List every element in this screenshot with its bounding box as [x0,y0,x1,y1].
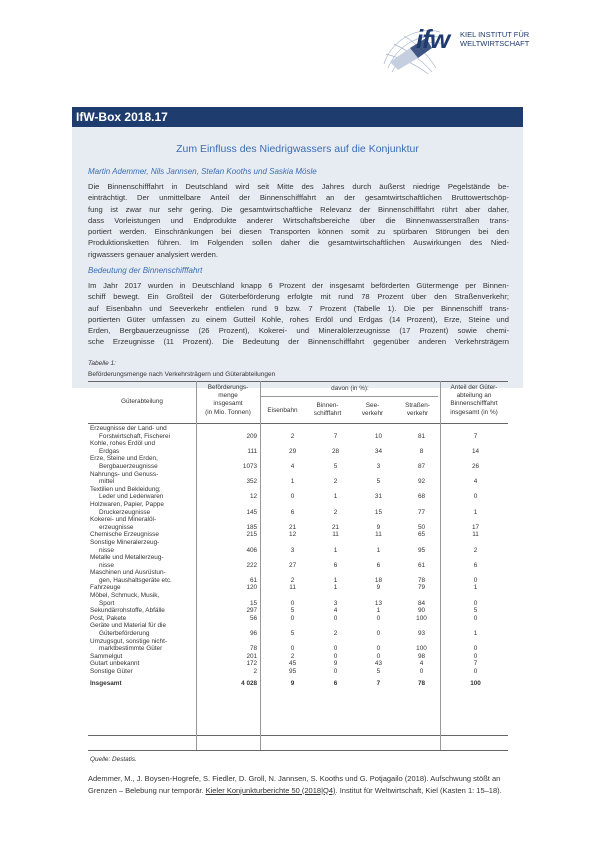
cell-c4: 11 [375,531,382,539]
cell-c5: 8 [419,447,424,455]
row-label [88,622,196,637]
header-sea-line: See- [365,402,380,409]
cell-c4: 34 [374,447,382,455]
cell-c3: 11 [332,531,339,539]
cell-c3: 6 [333,561,338,569]
cell-c5: 4 [419,660,424,668]
box-title: Zum Einfluss des Niedrigwassers auf die Konjunktur [176,143,419,155]
cell-c1: 222 [246,561,258,569]
header-inland-line: Binnen- [316,402,339,409]
table-rule-header [88,423,508,424]
cell-c5: 77 [417,508,426,516]
cell-c6: 0 [473,493,478,501]
row-label-line: Bergbauerzeugnisse [99,462,158,470]
row-label-line: Nahrungs- und Genuss- [90,470,159,478]
freight-table [88,425,508,687]
body-line: auf Eisenbahn und Seeverkehr entfielen rund 9 bzw. 7 Prozent (Tabelle 1). Die per Binnenschiff trans- [88,303,509,313]
row-label [88,539,196,554]
body-line: Erden, Bergbauerzeugnisse (26 Prozent), Kokerei- und Mineralölerzeugnisse (17 Prozent) sowie chemi- [88,326,509,336]
row-label [88,501,196,516]
cell-c6: 2 [473,546,478,554]
cell-c3: 1 [333,576,338,584]
header-davon: davon (in %): [331,385,369,392]
cell-c6: 100 [470,679,481,687]
cell-c2: 2 [290,652,295,660]
cell-c2: 1 [290,478,295,486]
header-road-line: verkehr [406,410,429,418]
footnote [88,773,523,796]
cell-c3: 0 [333,652,338,660]
cell-c3: 2 [333,478,338,486]
body-line: portierten Güter umfassen zu einem Gutteil Kohle, rohes Erdöl und Erdgas (14 Prozent), Erze, Steine und [88,314,509,324]
header-total-line: menge [218,392,238,400]
cell-c5: 65 [417,531,426,539]
cell-c2: 0 [290,645,295,653]
table-row [88,455,508,470]
cell-c6: 1 [473,508,478,516]
box-header [72,107,523,127]
cell-c5: 84 [417,599,426,607]
intro-line: fung ist zwar nur sehr gering. Die gesamtwirtschaftliche Relevanz der Binnenschifffahrt rührt aber daher, [88,204,509,214]
row-label [88,607,196,615]
row-label-line: Sekundärrohstoffe, Abfälle [90,607,165,615]
intro-line: einträchtigt. Der unmittelbare Anteil der Binnenschifffahrt an der gesamtwirtschaftlichen Bruttowertschöp- [88,193,509,203]
ifw-logo [380,18,550,76]
cell-c4: 18 [374,576,382,584]
row-label [88,592,196,607]
cell-c2: 95 [289,668,297,675]
table-row [88,471,508,486]
header-share-line: Binnenschifffahrt [450,400,498,408]
cell-c4: 3 [376,462,381,470]
row-label-line: Erdgas [99,447,120,455]
header-share-line: abteilung an [456,392,492,400]
cell-c5: 93 [417,630,426,638]
intro-line: dass Vorleistungen und Endprodukte anderer Wirtschaftsbereiche über die Binnenwasserstraßen trans- [88,215,509,225]
cell-c6: 11 [472,531,479,539]
cell-c2: 12 [289,531,297,539]
table-rule-total [88,735,508,736]
cell-c5: 95 [417,546,426,554]
cell-c5: 50 [417,523,426,531]
row-label-line: Holzwaren, Papier, Pappe [90,500,164,508]
box-label: IfW-Box 2018.17 [76,110,168,124]
cell-c3: 9 [333,660,338,668]
cell-c5: 81 [417,432,426,440]
header-total-line: (in Mio. Tonnen) [205,408,251,416]
row-label-line: Möbel, Schmuck, Musik, [90,592,160,600]
cell-c6: 26 [471,462,480,470]
cell-c1: 406 [246,546,258,554]
table-caption-title: Beförderungsmenge nach Verkehrsträgern und Güterabteilungen [88,371,276,378]
cell-c6: 14 [471,447,480,455]
body-paragraph [88,280,509,348]
cell-c3: 6 [333,679,338,687]
cell-c6: 1 [473,584,478,592]
header-road [395,402,440,418]
intro-line: Die Binnenschifffahrt in Deutschland wird seit Mitte des Jahres durch äußerst niedrige Pegelstände be- [88,182,509,191]
table-source: Quelle: Destatis. [90,756,137,763]
cell-c1: 56 [250,614,258,622]
row-label [88,638,196,653]
cell-c6: 0 [473,652,478,660]
cell-c3: 5 [333,462,338,470]
row-label [88,569,196,584]
row-label-line: Maschinen und Ausrüstun- [90,569,166,577]
cell-c3: 28 [331,447,340,455]
row-label-line: mittel [99,478,115,486]
cell-c1: 185 [246,523,258,531]
cell-c2: 5 [290,630,295,638]
row-label-line: Sonstige Güter [90,668,133,675]
intro-line: Produktionsketten führen. Im Folgenden sollen daher die gesamtwirtschaftlichen Auswirkungen des Nied- [88,238,509,248]
cell-c5: 61 [417,561,426,569]
header-inland-waterway [305,402,350,418]
logo-wordmark: ifw [416,24,450,54]
cell-c3: 1 [333,493,338,501]
cell-c2: 2 [290,432,295,440]
table-row [88,516,508,531]
header-gueterabteilung: Güterabteilung [121,398,163,405]
row-label-line: erzeugnisse [99,523,134,531]
cell-c2: 5 [290,607,295,615]
row-label-line: Leder und Lederwaren [99,493,164,501]
table-row [88,440,508,455]
cell-c5: 78 [417,576,426,584]
cell-c4: 0 [376,630,381,638]
cell-c3: 0 [333,645,338,653]
cell-c2: 6 [290,508,295,516]
cell-c2: 0 [290,614,295,622]
cell-c3: 2 [333,630,338,638]
row-label-line: marktbestimmte Güter [99,645,163,653]
cell-c6: 0 [473,576,478,584]
cell-c2: 0 [290,493,295,501]
cell-c6: 0 [473,645,478,653]
table-row [88,668,508,676]
cell-c2: 0 [290,599,295,607]
row-label [88,584,196,592]
row-label [88,653,196,661]
cell-c6: 4 [473,478,478,486]
cell-c2: 45 [289,660,297,668]
cell-c2: 2 [290,576,295,584]
footnote-text-end: . Institut für Weltwirtschaft, Kiel (Kasten 1: 15–18). [335,785,502,795]
row-label-line: Sammelgut [90,652,123,660]
header-total-line: Beförderungs- [207,384,249,391]
cell-c1: 61 [250,576,258,584]
footnote-text: Ademmer, M., J. Boysen-Hogrefe, S. Fiedler, D. Groll, N. Jannsen, S. Kooths und G. Potjagailo (2018). Aufschwung stößt an Grenzen – Belebung nur temporär. [88,774,501,795]
row-label-line: gen, Haushaltsgeräte etc. [99,576,172,584]
cell-c6: 6 [473,561,478,569]
row-label-line: Kohle, rohes Erdöl und [90,440,156,448]
cell-c4: 9 [376,523,381,531]
row-label-line: Druckerzeugnisse [99,508,151,516]
section-subheading: Bedeutung der Binnenschifffahrt [88,266,203,275]
header-sea-line: verkehr [361,410,384,418]
cell-c2: 9 [290,679,295,687]
table-row [88,653,508,661]
cell-c1: 2 [253,668,258,675]
table-row [88,615,508,623]
body-line: sche Erzeugnisse (11 Prozent). Die Bedeutung der Binnenschifffahrt gegenüber anderen Verkehrsträgern [88,337,509,347]
cell-c5: 78 [417,679,426,687]
row-label-line: Umzugsgut, sonstige nicht- [90,637,168,645]
cell-c4: 7 [376,679,381,687]
intro-line: rigwassers genauer analysiert werden. [88,249,219,259]
cell-c5: 90 [417,607,426,615]
table-row [88,531,508,539]
cell-c5: 92 [417,478,426,486]
cell-c4: 1 [376,607,381,615]
table-row [88,622,508,637]
table-row [88,425,508,440]
header-sea [350,402,395,418]
row-label-line: Sonstige Mineralerzeug- [90,538,160,546]
row-label [88,486,196,501]
cell-c6: 0 [473,599,478,607]
row-label-line: Kokerei- und Mineralöl- [90,516,157,524]
row-label [88,668,196,676]
row-label-line: Geräte und Material für die [90,622,167,630]
cell-c3: 7 [333,432,338,440]
table-rule-davon [261,396,438,397]
cell-c4: 15 [374,508,382,516]
body-line: Im Jahr 2017 wurden in Deutschland knapp 6 Prozent der insgesamt beförderten Gütermenge per Binnen- [88,281,509,290]
cell-c3: 3 [333,599,338,607]
intro-paragraph [88,181,509,260]
cell-c1: 78 [250,645,258,653]
header-rail: Eisenbahn [267,407,298,414]
row-label [88,531,196,539]
logo-text-line1: KIEL INSTITUT FÜR [460,30,530,39]
header-road-line: Straßen- [405,402,430,409]
row-label [88,440,196,455]
cell-c4: 5 [376,668,381,675]
cell-c2: 29 [289,447,297,455]
row-label-line: Erzeugnisse der Land- und [90,425,167,432]
cell-c4: 31 [374,493,382,501]
row-label [88,471,196,486]
row-label-line: Erze, Steine und Erden, [90,455,158,463]
cell-c4: 13 [374,599,382,607]
header-share [440,384,508,417]
row-label-line: Forstwirtschaft, Fischerei [99,432,171,440]
cell-c3: 21 [331,523,340,531]
cell-c3: 2 [333,508,338,516]
body-line: schiff bewegt. Ein Großteil der Güterbeförderung erfolgte mit rund 78 Prozent über den Straßenverkehr; [88,292,509,302]
cell-c5: 0 [419,668,424,675]
table-row [88,539,508,554]
cell-c5: 100 [416,614,427,622]
cell-c4: 9 [376,584,381,592]
header-total-line: insgesamt [213,400,243,408]
cell-c1: 111 [247,447,258,455]
cell-c6: 7 [473,432,478,440]
table-total-row [88,676,508,688]
row-label-line: Textilien und Bekleidung; [90,485,161,493]
cell-c3: 0 [333,668,338,675]
row-label [88,516,196,531]
cell-c3: 0 [333,614,338,622]
cell-c6: 7 [473,660,478,668]
table-row [88,592,508,607]
header-inland-line: schifffahrt [313,410,342,418]
row-label [88,425,196,440]
cell-c5: 79 [417,584,426,592]
row-label-line: Chemische Erzeugnisse [90,531,159,539]
cell-c6: 5 [473,607,478,615]
cell-c2: 3 [290,546,295,554]
row-label-line: Gutart unbekannt [90,660,140,668]
cell-c4: 1 [376,546,381,554]
cell-c4: 5 [376,478,381,486]
row-label-line: nisse [99,546,114,554]
row-label [88,660,196,668]
footnote-link[interactable]: Kieler Konjunkturberichte 50 (2018|Q4) [205,785,336,795]
cell-c3: 1 [333,546,338,554]
cell-c5: 98 [417,652,426,660]
table-row [88,660,508,668]
row-label-line: Metalle und Metallerzeug- [90,554,164,562]
cell-c1: 15 [250,599,258,607]
row-label [88,455,196,470]
logo-text-line2: WELTWIRTSCHAFT [460,39,530,48]
cell-c1: 96 [250,630,258,638]
table-row [88,501,508,516]
cell-c4: 6 [376,561,381,569]
header-share-line: Anteil der Güter- [450,384,498,391]
cell-c1: 297 [246,607,258,615]
cell-c5: 87 [417,462,426,470]
cell-c4: 0 [376,645,381,653]
table-row [88,486,508,501]
table-caption-number: Tabelle 1: [88,360,116,367]
row-label [88,554,196,569]
row-label-line: Fahrzeuge [90,584,121,592]
table-rule-top [88,381,508,382]
cell-c2: 21 [289,523,297,531]
cell-c1: 1073 [242,462,258,470]
cell-c2: 27 [289,561,297,569]
cell-c2: 11 [289,584,296,592]
cell-c1: 120 [246,584,258,592]
cell-c4: 0 [376,614,381,622]
cell-c2: 4 [290,462,295,470]
cell-c1: 12 [250,493,258,501]
header-share-line: insgesamt (in %) [450,408,498,416]
cell-c3: 4 [333,607,338,615]
table-row [88,569,508,584]
intro-line: portiert werden. Einschränkungen bei diesen Transporten können somit zu spürbaren Störungen bei den [88,227,509,237]
row-label-line: nisse [99,561,114,569]
header-total [196,384,260,417]
cell-c1: 172 [246,660,258,668]
cell-c1: 352 [246,478,258,486]
cell-c4: 0 [376,652,381,660]
cell-c1: 215 [246,531,258,539]
cell-c4: 10 [374,432,382,440]
cell-c3: 1 [333,584,338,592]
cell-c6: 0 [473,668,478,675]
cell-c1: 145 [246,508,258,516]
row-label-line: Güterbeförderung [99,630,150,638]
box-authors: Martin Ademmer, Nils Jannsen, Stefan Kooths und Saskia Mösle [88,167,317,176]
row-label-line: Insgesamt [90,679,122,687]
cell-c4: 43 [374,660,382,668]
row-label-line: Post, Pakete [90,614,127,622]
row-label-line: Sport [99,599,115,607]
table-row [88,607,508,615]
cell-c6: 0 [473,614,478,622]
row-label [88,676,196,688]
cell-c6: 1 [473,630,478,638]
row-label [88,615,196,623]
cell-c1: 201 [246,652,258,660]
cell-c6: 17 [471,523,480,531]
cell-c1: 209 [246,432,258,440]
cell-c5: 100 [416,645,427,653]
table-row [88,584,508,592]
table-row [88,554,508,569]
cell-c1: 4 028 [241,679,258,687]
table-rule-bottom [88,750,508,751]
cell-c5: 68 [417,493,426,501]
table-row [88,638,508,653]
